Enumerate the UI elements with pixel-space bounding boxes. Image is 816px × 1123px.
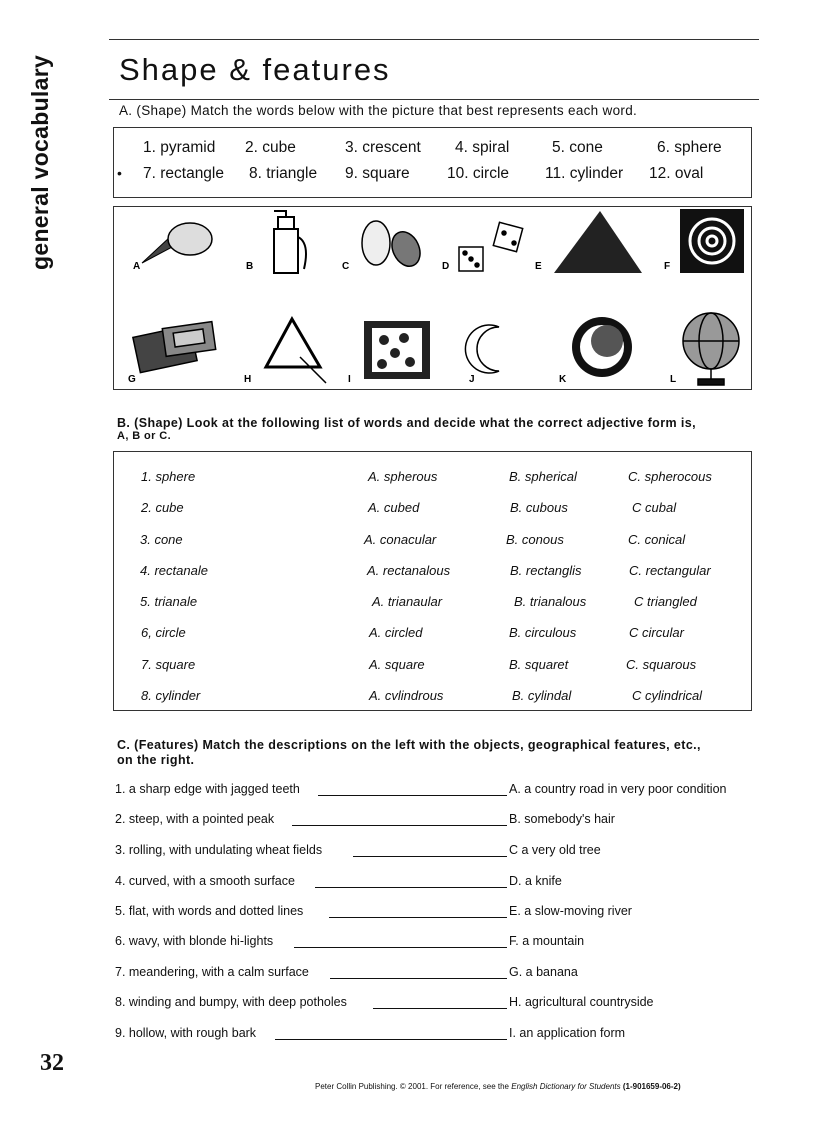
table-cell: B. conous [506, 532, 564, 547]
word-item: 9. square [345, 165, 410, 182]
table-cell: 8. cylinder [141, 688, 201, 703]
table-cell: C circular [629, 625, 684, 640]
footer-book-title: English Dictionary for Students [511, 1082, 621, 1091]
answer-item: E. a slow-moving river [509, 904, 632, 918]
description-item: 1. a sharp edge with jagged teeth [115, 782, 300, 796]
picture-letter: C [342, 261, 350, 272]
table-cell: C cubal [632, 500, 677, 515]
word-item: 10. circle [447, 165, 510, 182]
answer-blank[interactable] [373, 1008, 507, 1009]
answer-item: G. a banana [509, 965, 578, 979]
word-item: 3. crescent [345, 139, 421, 156]
table-cell: 4. rectanale [140, 563, 208, 578]
spiral-icon [680, 209, 744, 273]
circle-icon [572, 317, 632, 377]
fire-extinguisher-icon [274, 211, 306, 273]
crescent-icon [465, 325, 499, 373]
table-cell: A. conacular [364, 532, 437, 547]
picture-letter: H [244, 374, 252, 385]
answer-item: F. a mountain [509, 934, 585, 948]
table-cell: A. spherous [368, 469, 438, 484]
globe-icon [683, 313, 739, 385]
answer-item: H. agricultural countryside [509, 995, 654, 1009]
table-cell: A. cubed [368, 500, 420, 515]
answer-item: D. a knife [509, 874, 562, 888]
bullet: • [117, 165, 122, 181]
table-cell: A. circled [369, 625, 423, 640]
title-rule [109, 99, 759, 100]
table-cell: C cylindrical [632, 688, 703, 703]
footer-prefix: Peter Collin Publishing. © 2001. For reference, see the [315, 1082, 512, 1091]
word-item: 2. cube [245, 139, 296, 156]
table-cell: 2. cube [141, 500, 184, 515]
picture-letter: I [348, 374, 351, 385]
word-item: 4. spiral [455, 139, 510, 156]
answer-blank[interactable] [292, 825, 507, 826]
table-cell: 6, circle [141, 625, 186, 640]
table-cell: B. trianalous [514, 594, 587, 609]
table-cell: 3. cone [140, 532, 183, 547]
answer-item: C a very old tree [509, 843, 601, 857]
shape-pictures [114, 207, 751, 389]
table-cell: C. squarous [626, 657, 697, 672]
dice-icon [459, 222, 523, 271]
answer-item: A. a country road in very poor condition [509, 782, 727, 796]
top-rule [109, 39, 759, 40]
eggs-icon [362, 221, 425, 271]
page-number: 32 [40, 1050, 64, 1076]
answer-blank[interactable] [329, 917, 507, 918]
table-cell: A. cvlindrous [369, 688, 444, 703]
description-item: 3. rolling, with undulating wheat fields [115, 843, 323, 857]
section-b-instruction-line2: A, B or C. [117, 430, 172, 442]
table-cell: B. cylindal [512, 688, 572, 703]
answer-blank[interactable] [353, 856, 507, 857]
answer-blank[interactable] [330, 978, 507, 979]
description-item: 9. hollow, with rough bark [115, 1026, 257, 1040]
word-item: 8. triangle [249, 165, 318, 182]
square-tile-icon [364, 321, 430, 379]
table-cell: C. spherocous [628, 469, 712, 484]
section-a-instruction: A. (Shape) Match the words below with the picture that best represents each word. [119, 103, 638, 118]
table-cell: B. spherical [509, 469, 577, 484]
answer-blank[interactable] [275, 1039, 507, 1040]
ice-cream-cone-icon [142, 223, 212, 263]
picture-letter: K [559, 374, 567, 385]
answer-item: B. somebody's hair [509, 812, 615, 826]
table-cell: 1. sphere [141, 469, 196, 484]
description-item: 7. meandering, with a calm surface [115, 965, 309, 979]
picture-letter: D [442, 261, 450, 272]
table-cell: B. rectanglis [510, 563, 582, 578]
table-cell: B. circulous [509, 625, 577, 640]
table-cell: A. rectanalous [367, 563, 451, 578]
pyramid-icon [554, 211, 642, 273]
picture-letter: A [133, 261, 141, 272]
answer-item: I. an application form [509, 1026, 626, 1040]
table-cell: B. squaret [509, 657, 569, 672]
word-item: 5. cone [552, 139, 603, 156]
cards-icon [133, 322, 216, 373]
adjective-table [113, 451, 752, 711]
section-c-instruction-line2: on the right. [117, 753, 195, 767]
answer-blank[interactable] [315, 887, 507, 888]
word-box [113, 127, 752, 198]
word-item: 12. oval [649, 165, 704, 182]
description-item: 4. curved, with a smooth surface [115, 874, 295, 888]
picture-letter: G [128, 374, 136, 385]
table-cell: 7. square [141, 657, 196, 672]
page-title: Shape & features [119, 52, 391, 87]
answer-blank[interactable] [318, 795, 507, 796]
section-c-instruction [117, 738, 757, 768]
table-cell: A. trianaular [372, 594, 443, 609]
description-item: 6. wavy, with blonde hi-lights [115, 934, 274, 948]
table-cell: C. conical [628, 532, 686, 547]
table-cell: A. square [369, 657, 425, 672]
description-item: 8. winding and bumpy, with deep potholes [115, 995, 347, 1009]
word-item: 11. cylinder [545, 165, 624, 182]
footer-isbn: (1-901659-06-2) [620, 1082, 681, 1091]
triangle-instrument-icon [266, 319, 326, 383]
section-b-instruction-line1: B. (Shape) Look at the following list of words and decide what the correct adjective form is, [117, 416, 696, 430]
answer-blank[interactable] [294, 947, 507, 948]
description-item: 5. flat, with words and dotted lines [115, 904, 304, 918]
table-cell: C triangled [634, 594, 697, 609]
word-item: 1. pyramid [143, 139, 216, 156]
table-cell: 5. trianale [140, 594, 198, 609]
word-item: 6. sphere [657, 139, 722, 156]
word-item: 7. rectangle [143, 165, 224, 182]
description-item: 2. steep, with a pointed peak [115, 812, 275, 826]
picture-letter: J [469, 374, 475, 385]
side-label: general vocabulary [27, 54, 53, 270]
table-cell: C. rectangular [629, 563, 711, 578]
picture-letter: L [670, 374, 677, 385]
picture-letter: B [246, 261, 254, 272]
picture-box [113, 206, 752, 390]
section-b-instruction [117, 417, 757, 443]
section-c-instruction-line1: C. (Features) Match the descriptions on the left with the objects, geographical features, etc., [117, 738, 701, 752]
picture-letter: F [664, 261, 671, 272]
table-cell: B. cubous [510, 500, 568, 515]
picture-letter: E [535, 261, 542, 272]
footer [315, 1082, 681, 1091]
